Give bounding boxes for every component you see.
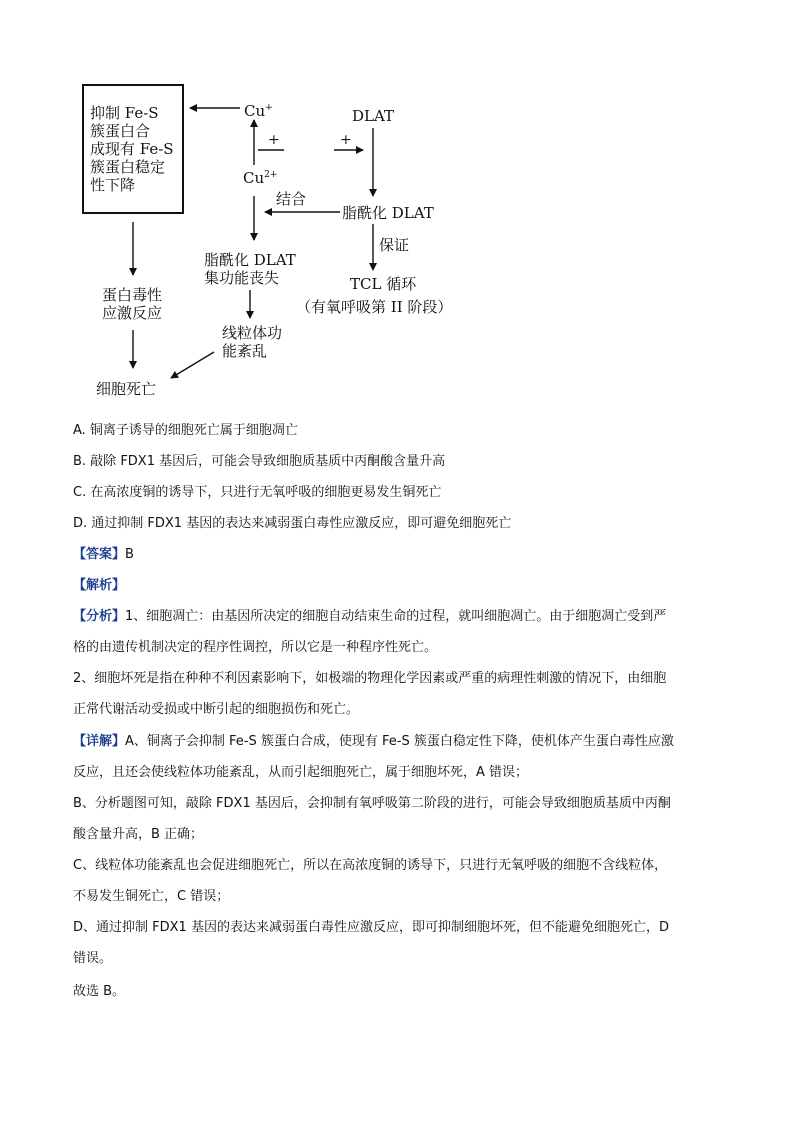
cell-death-label: 细胞死亡 [96,380,157,398]
box-line: 抑制 Fe-S [90,104,159,122]
cu-plus-label: Cu+ [244,102,273,120]
mito-label-line2: 能紊乱 [222,342,268,360]
option-d: D. 通过抑制 FDX1 基因的表达来减弱蛋白毒性应激反应，即可避免细胞死亡 [73,516,512,531]
plus-sign-left: + [268,132,280,148]
loss-label-line2: 集功能丧失 [204,269,280,287]
detail-line-c2: 不易发生铜死亡，C 错误； [73,889,230,904]
bind-label: 结合 [276,190,307,208]
detail-line-d2: 错误。 [73,951,113,966]
detail-line-a2: 反应，且还会使线粒体功能紊乱，从而引起细胞死亡，属于细胞坏死，A 错误； [73,765,529,780]
copper-death-diagram [0,0,794,410]
tcl-cycle-label: TCL 循环 [350,275,417,293]
fenxi-line-4: 正常代谢活动受损或中断引起的细胞损伤和死亡。 [73,702,360,717]
stress-label-line2: 应激反应 [102,304,163,322]
stress-label-line1: 蛋白毒性 [102,286,163,304]
box-line: 性下降 [90,176,136,194]
loss-label-line1: 脂酰化 DLAT [204,251,296,269]
plus-sign-right: + [340,132,352,148]
ensure-label: 保证 [379,236,410,254]
inhibition-box-text [90,104,174,194]
option-b: B. 敲除 FDX1 基因后，可能会导致细胞质基质中丙酮酸含量升高 [73,454,446,469]
answer-value: B [125,547,134,562]
dlat-label: DLAT [352,107,395,125]
detail-line-b1: B、分析题图可知，敲除 FDX1 基因后，会抑制有氧呼吸第二阶段的进行，可能会导致细胞质基质中丙酮 [73,796,671,811]
detail-line-b2: 酸含量升高，B 正确； [73,827,204,842]
arrow-mito-to-death [171,352,214,378]
mito-label-line1: 线粒体功 [222,324,283,342]
fenxi-tag: 【分析】 [73,609,126,624]
fenxi-line-1: 【分析】1、细胞凋亡：由基因所决定的细胞自动结束生命的过程，就叫细胞凋亡。由于细胞凋亡受到严 [73,609,667,624]
detail-line-d1: D、通过抑制 FDX1 基因的表达来减弱蛋白毒性应激反应，即可抑制细胞坏死，但不能避免细胞死亡，D [73,920,669,935]
cu2-plus-label: $Cu^{2+}$ [243,169,278,187]
conclusion-line: 故选 B。 [73,984,126,999]
box-line: 成现有 Fe-S [90,140,174,158]
fenxi-line-2: 格的由遗传机制决定的程序性调控，所以它是一种程序性死亡。 [73,640,438,655]
detail-line-a1: 【详解】A、铜离子会抑制 Fe-S 簇蛋白合成，使现有 Fe-S 簇蛋白稳定性下降，使机体产生蛋白毒性应激 [73,734,674,749]
answer-line [73,546,134,564]
aerobic-stage-label: （有氧呼吸第 II 阶段） [296,298,453,316]
analysis-tag: 【解析】 [73,578,126,593]
box-line: 簇蛋白合 [90,122,151,140]
xiangjie-tag: 【详解】 [73,734,126,749]
lipoyl-dlat-label: 脂酰化 DLAT [342,204,434,222]
analysis-heading [73,577,125,595]
box-line: 簇蛋白稳定 [90,158,166,176]
detail-line-c1: C、线粒体功能紊乱也会促进细胞死亡，所以在高浓度铜的诱导下，只进行无氧呼吸的细胞不含线粒体， [73,858,668,873]
option-c: C. 在高浓度铜的诱导下，只进行无氧呼吸的细胞更易发生铜死亡 [73,485,442,500]
option-a: A. 铜离子诱导的细胞死亡属于细胞凋亡 [73,423,298,438]
answer-tag: 【答案】 [73,547,126,562]
fenxi-line-3: 2、细胞坏死是指在种种不利因素影响下，如极端的物理化学因素或严重的病理性刺激的情况下，由细胞 [73,671,667,686]
